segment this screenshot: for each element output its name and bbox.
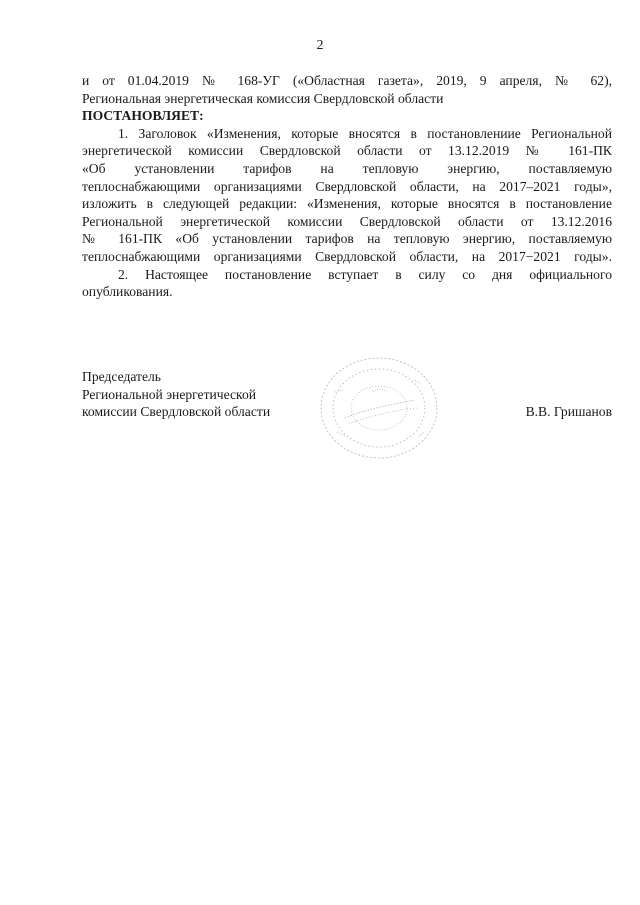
resolves-heading: ПОСТАНОВЛЯЕТ:: [82, 108, 204, 124]
item-1-line-8: теплоснабжающими организациями Свердловской области, на 2017−2021 годы».: [82, 248, 612, 264]
item-1-line-1: 1. Заголовок «Изменения, которые вносятся в постановлениие Региональной: [118, 125, 612, 141]
item-1-line-5: изложить в следующей редакции: «Изменения, которые вносятся в постановление: [82, 196, 612, 212]
page-number: 2: [316, 38, 324, 53]
signatory-title-line-2: Региональной энергетической: [82, 386, 257, 402]
signatory-name: В.В. Гришанов: [525, 404, 612, 419]
intro-line-1: и от 01.04.2019 № 168-УГ («Областная газета», 2019, 9 апреля, № 62),: [82, 73, 612, 88]
signatory-title-line-1: Председатель: [82, 369, 161, 384]
signatory-title: [82, 368, 270, 421]
item-1-line-3: «Об установлении тарифов на тепловую энергию, поставляемую: [82, 160, 612, 176]
official-stamp: [315, 352, 443, 464]
resolution-item-2: [82, 266, 612, 301]
document-body: [82, 72, 612, 301]
item-2-line-2: опубликования.: [82, 284, 173, 300]
item-1-line-7: № 161-ПК «Об установлении тарифов на тепловую энергию, поставляемую: [82, 231, 612, 247]
item-1-line-4: теплоснабжающими организациями Свердловской области, на 2017–2021 годы»,: [82, 178, 612, 194]
signatory-title-line-3: комиссии Свердловской области: [82, 404, 271, 420]
item-1-line-6: Региональной энергетической комиссии Свердловской области от 13.12.2016: [82, 213, 612, 229]
item-1-line-2: энергетической комиссии Свердловской области от 13.12.2019 № 161-ПК: [82, 143, 612, 159]
item-2-line-1: 2. Настоящее постановление вступает в силу со дня официального: [118, 266, 612, 282]
resolution-item-1: [82, 125, 612, 266]
intro-line-2: Региональная энергетическая комиссия Свердловской области: [82, 90, 444, 106]
